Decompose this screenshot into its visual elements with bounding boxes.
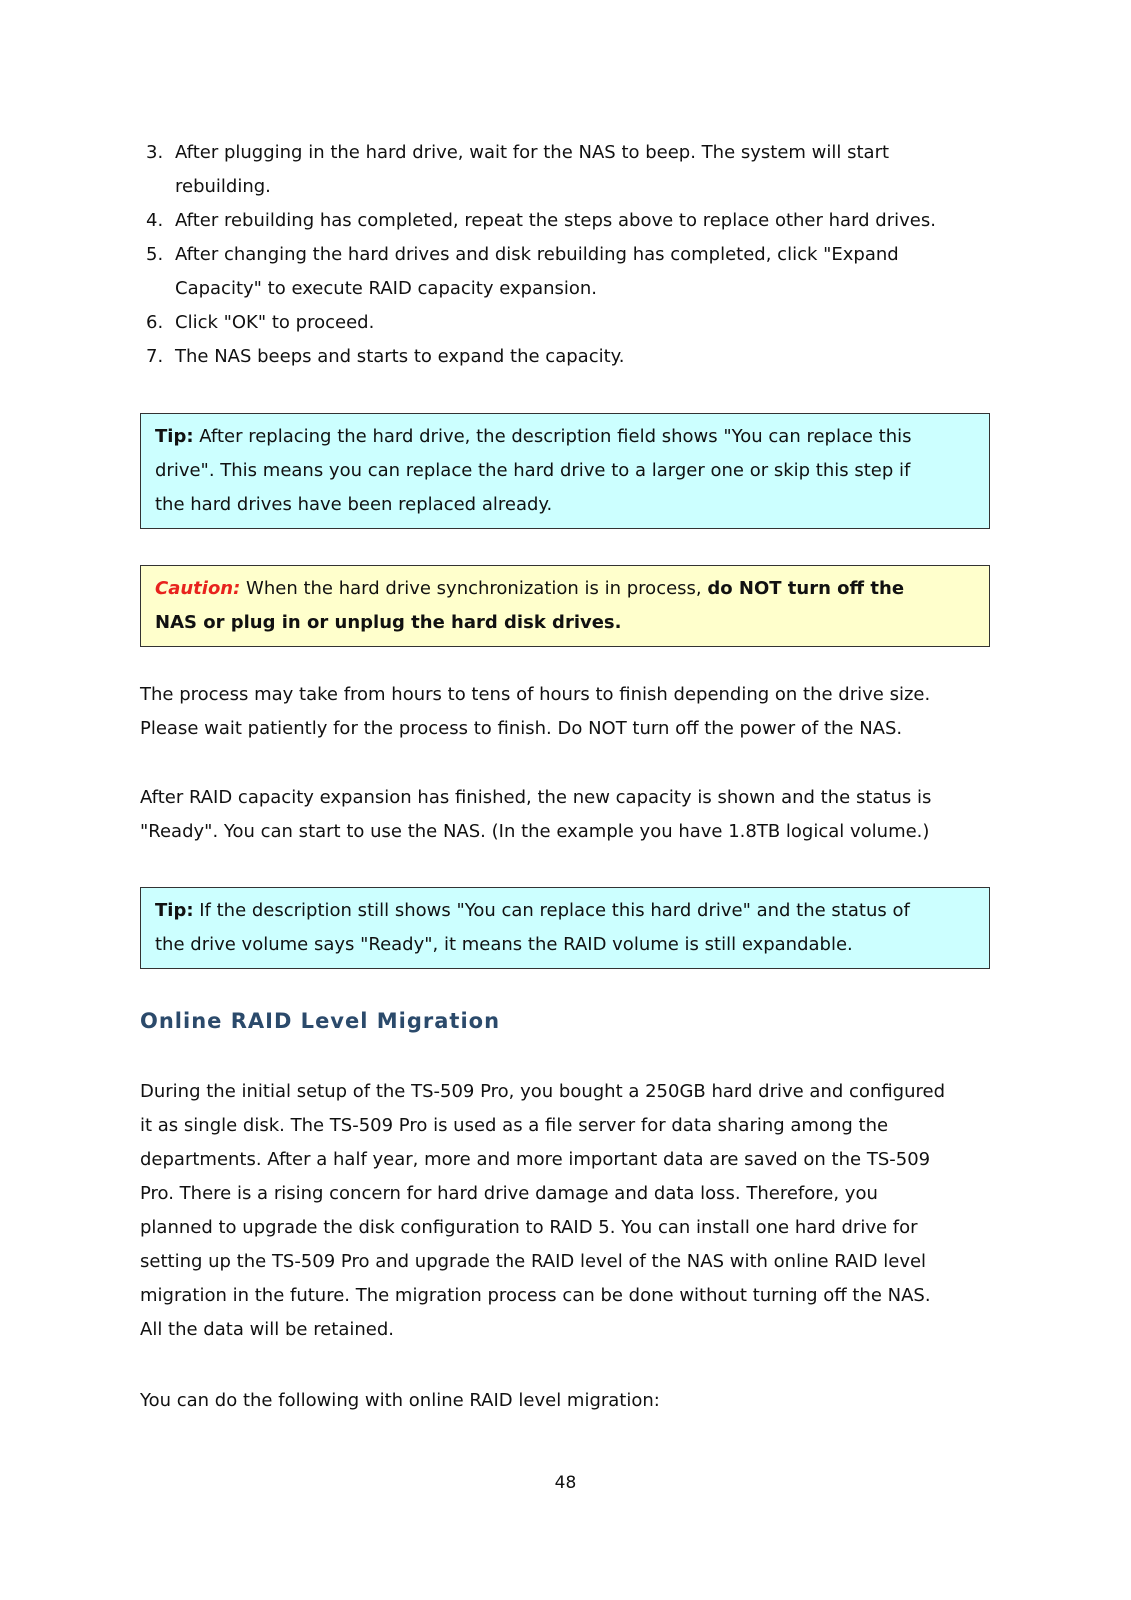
step-text: After changing the hard drives and disk rebuilding has completed, click "Expand Capacity" to execute RAID capacity expansion. bbox=[175, 244, 899, 299]
page-number: 48 bbox=[554, 1473, 577, 1493]
step-text: After plugging in the hard drive, wait for the NAS to beep. The system will start rebuilding. bbox=[175, 142, 890, 197]
caution-box: Caution: When the hard drive synchronization is in process, do NOT turn off the NAS or plug in or unplug the hard disk drives. bbox=[140, 565, 990, 647]
step-number: 5. bbox=[146, 244, 164, 265]
list-item bbox=[140, 204, 990, 238]
migration-options-intro: You can do the following with online RAID level migration: bbox=[140, 1390, 660, 1411]
list-item bbox=[140, 340, 990, 374]
expansion-finished-paragraph: After RAID capacity expansion has finished, the new capacity is shown and the status is "Ready". You can start to use the NAS. (In the example you have 1.8TB logical volume.) bbox=[140, 787, 932, 842]
steps-list bbox=[140, 136, 990, 374]
migration-intro-paragraph: During the initial setup of the TS-509 Pro, you bought a 250GB hard drive and configured it as single disk. The TS-509 Pro is used as a file server for data sharing among the departments. After a half year, more and more important data are saved on the TS-509 Pro. There is a rising concern for hard drive damage and data loss. Therefore, you planned to upgrade the disk configuration to RAID 5. You can install one hard drive for setting up the TS-509 Pro and upgrade the RAID level of the NAS with online RAID level migration in the future. The migration process can be done without turning off the NAS. All the data will be retained. bbox=[140, 1081, 946, 1340]
step-number: 7. bbox=[146, 346, 164, 367]
tip-box-expandable: Tip: If the description still shows "You can replace this hard drive" and the status of the drive volume says "Ready", it means the RAID volume is still expandable. bbox=[140, 887, 990, 969]
tip-box-replace-drive: Tip: After replacing the hard drive, the description field shows "You can replace this drive". This means you can replace the hard drive to a larger one or skip this step if the hard drives have been replaced already. bbox=[140, 413, 990, 529]
process-duration-paragraph: The process may take from hours to tens of hours to finish depending on the drive size. Please wait patiently for the process to finish. Do NOT turn off the power of the NAS. bbox=[140, 684, 931, 739]
tip-label: Tip: bbox=[155, 426, 194, 447]
caution-label: Caution: bbox=[155, 578, 241, 599]
step-text: After rebuilding has completed, repeat the steps above to replace other hard drives. bbox=[175, 210, 936, 231]
list-item bbox=[140, 238, 990, 306]
step-text: Click "OK" to proceed. bbox=[175, 312, 375, 333]
tip-label: Tip: bbox=[155, 900, 194, 921]
step-number: 4. bbox=[146, 210, 164, 231]
step-number: 6. bbox=[146, 312, 164, 333]
list-item bbox=[140, 306, 990, 340]
step-number: 3. bbox=[146, 142, 164, 163]
section-heading: Online RAID Level Migration bbox=[140, 1009, 501, 1033]
list-item bbox=[140, 136, 990, 204]
step-text: The NAS beeps and starts to expand the capacity. bbox=[175, 346, 625, 367]
